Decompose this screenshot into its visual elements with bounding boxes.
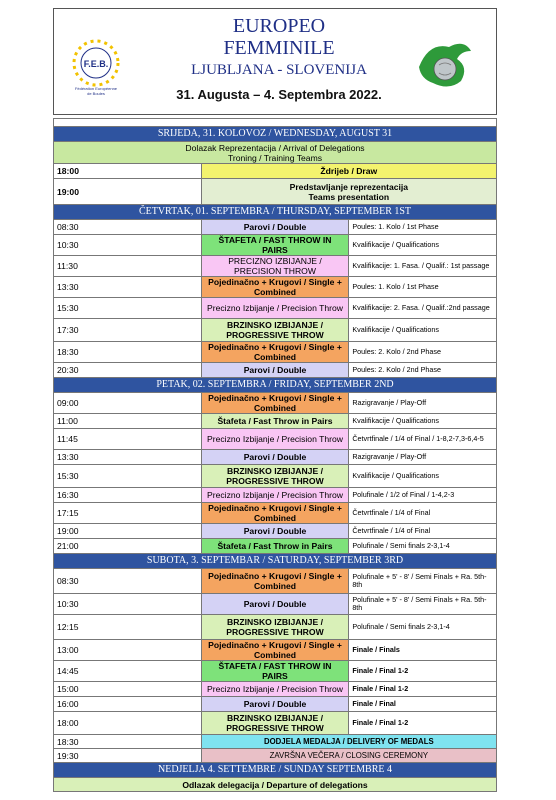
presentation-event (201, 179, 496, 205)
draw-event: Ždrijeb / Draw (201, 164, 496, 179)
title-location: LJUBLJANA - SLOVENIJA (191, 62, 367, 78)
time-cell: 08:30 (54, 220, 202, 235)
medals-event: DODJELA MEDALJA / DELIVERY OF MEDALS (201, 735, 496, 749)
time-cell: 15:00 (54, 682, 202, 697)
title-line-2: FEMMINILE (223, 37, 335, 59)
event-cell: ŠTAFETA / FAST THROW IN PAIRS (201, 235, 349, 256)
thu-schedule-row (54, 342, 497, 363)
event-cell: BRZINSKO IZBIJANJE / PROGRESSIVE THROW (201, 712, 349, 735)
event-cell: Pojedinačno + Krugovi / Single + Combined (201, 393, 349, 414)
day-header-saturday: SUBOTA, 3. SEPTEMBAR / SATURDAY, SEPTEMBER 3RD (54, 554, 497, 569)
sat-schedule-row (54, 615, 497, 640)
event-cell: ŠTAFETA / FAST THROW IN PAIRS (201, 661, 349, 682)
fri-schedule-row (54, 414, 497, 429)
time-cell: 18:00 (54, 712, 202, 735)
event-cell: Štafeta / Fast Throw in Pairs (201, 539, 349, 554)
svg-text:Fédération Européenne: Fédération Européenne (74, 86, 118, 91)
phase-cell: Poules: 2. Kolo / 2nd Phase (349, 363, 497, 378)
phase-cell: Kvalifikacije / Qualifications (349, 465, 497, 488)
phase-cell: Poules: 2. Kolo / 2nd Phase (349, 342, 497, 363)
event-cell: Parovi / Double (201, 450, 349, 465)
sat-schedule-row (54, 712, 497, 735)
departure-event: Odlazak delegacija / Departure of delegations (54, 778, 497, 792)
header-box (53, 8, 497, 115)
phase-cell: Kvalifikacije: 1. Fasa. / Qualif.: 1st passage (349, 256, 497, 277)
event-cell: BRZINSKO IZBIJANJE / PROGRESSIVE THROW (201, 615, 349, 640)
wed-arrival (54, 142, 497, 164)
presentation-text-1: Predstavljanje reprezentacija (289, 181, 409, 192)
fri-schedule-row (54, 450, 497, 465)
fri-schedule-row (54, 503, 497, 524)
event-cell: Pojedinačno + Krugovi / Single + Combined (201, 277, 349, 298)
fri-schedule-row (54, 524, 497, 539)
arrival-text: Dolazak Reprezentacija / Arrival of Delegations (185, 142, 365, 153)
phase-cell: Četvrtfinale / 1/4 of Final (349, 503, 497, 524)
time-cell: 12:15 (54, 615, 202, 640)
thu-schedule-row (54, 319, 497, 342)
sat-schedule-row (54, 569, 497, 594)
event-cell: BRZINSKO IZBIJANJE / PROGRESSIVE THROW (201, 465, 349, 488)
time-cell: 10:30 (54, 594, 202, 615)
sat-schedule-row (54, 594, 497, 615)
phase-cell: Četvrtfinale / 1/4 of Final / 1-8,2-7,3-6,4-5 (349, 429, 497, 450)
phase-cell: Polufinale / Semi finals 2-3,1-4 (349, 615, 497, 640)
event-cell: Pojedinačno + Krugovi / Single + Combined (201, 640, 349, 661)
event-cell: Štafeta / Fast Throw in Pairs (201, 414, 349, 429)
sat-schedule-row (54, 640, 497, 661)
event-cell: Precizno Izbijanje / Precision Throw (201, 298, 349, 319)
phase-cell: Poules: 1. Kolo / 1st Phase (349, 277, 497, 298)
thu-schedule-row (54, 235, 497, 256)
thu-schedule-row (54, 256, 497, 277)
feb-logo (66, 37, 126, 97)
time-cell: 15:30 (54, 298, 202, 319)
time-cell: 13:30 (54, 277, 202, 298)
svg-text:F.E.B.: F.E.B. (83, 59, 109, 69)
day-header-wednesday: SRIJEDA, 31. KOLOVOZ / WEDNESDAY, AUGUST 31 (54, 127, 497, 142)
title-line-1: EUROPEO (232, 15, 326, 37)
phase-cell: Razigravanje / Play-Off (349, 393, 497, 414)
time-cell: 19:00 (54, 179, 202, 205)
schedule-table (53, 118, 497, 792)
fri-schedule-row (54, 539, 497, 554)
time-cell: 11:30 (54, 256, 202, 277)
fri-schedule-row (54, 488, 497, 503)
thu-schedule-row (54, 363, 497, 378)
time-cell: 09:00 (54, 393, 202, 414)
phase-cell: Kvalifikacije: 2. Fasa. / Qualif.:2nd passage (349, 298, 497, 319)
time-cell: 15:30 (54, 465, 202, 488)
time-cell: 16:30 (54, 488, 202, 503)
closing-ceremony-event: ZAVRŠNA VEČERA / CLOSING CEREMONY (201, 749, 496, 763)
time-cell: 13:30 (54, 450, 202, 465)
time-cell: 18:30 (54, 735, 202, 749)
event-cell: Precizno Izbijanje / Precision Throw (201, 682, 349, 697)
event-cell: Parovi / Double (201, 363, 349, 378)
fri-schedule-row (54, 429, 497, 450)
time-cell: 11:45 (54, 429, 202, 450)
phase-cell: Kvalifikacije / Qualifications (349, 414, 497, 429)
saturday-rows (54, 569, 497, 735)
phase-cell: Finale / Finals (349, 640, 497, 661)
event-cell: Parovi / Double (201, 594, 349, 615)
thursday-rows (54, 220, 497, 378)
time-cell: 13:00 (54, 640, 202, 661)
phase-cell: Četvrtfinale / 1/4 of Final (349, 524, 497, 539)
thu-schedule-row (54, 277, 497, 298)
training-text: Troning / Training Teams (227, 152, 323, 163)
time-cell: 08:30 (54, 569, 202, 594)
event-cell: Precizno Izbijanje / Precision Throw (201, 488, 349, 503)
time-cell: 17:15 (54, 503, 202, 524)
day-header-thursday: ČETVRTAK, 01. SEPTEMBRA / THURSDAY, SEPTEMBER 1ST (54, 205, 497, 220)
phase-cell: Finale / Final 1-2 (349, 661, 497, 682)
time-cell: 17:30 (54, 319, 202, 342)
sat-schedule-row (54, 682, 497, 697)
time-cell: 16:00 (54, 697, 202, 712)
fri-schedule-row (54, 393, 497, 414)
day-header-sunday: NEDJELJA 4. SETTEMBRE / SUNDAY SEPTEMBRE 4 (54, 763, 497, 778)
thu-schedule-row (54, 220, 497, 235)
phase-cell: Kvalifikacije / Qualifications (349, 319, 497, 342)
event-cell: Precizno Izbijanje / Precision Throw (201, 429, 349, 450)
event-cell: PRECIZNO IZBIJANJE / PRECISION THROW (201, 256, 349, 277)
event-cell: Pojedinačno + Krugovi / Single + Combined (201, 342, 349, 363)
phase-cell: Polufinale + 5' - 8' / Semi Finals + Ra. 5th- 8th (349, 569, 497, 594)
day-header-friday: PETAK, 02. SEPTEMBRA / FRIDAY, SEPTEMBER 2ND (54, 378, 497, 393)
phase-cell: Finale / Final 1-2 (349, 712, 497, 735)
thu-schedule-row (54, 298, 497, 319)
presentation-text-2: Teams presentation (308, 191, 390, 202)
dragon-logo (409, 37, 479, 92)
phase-cell: Finale / Final (349, 697, 497, 712)
phase-cell: Kvalifikacije / Qualifications (349, 235, 497, 256)
time-cell: 18:30 (54, 342, 202, 363)
event-cell: Parovi / Double (201, 524, 349, 539)
time-cell: 19:00 (54, 524, 202, 539)
friday-rows (54, 393, 497, 554)
event-cell: BRZINSKO IZBIJANJE / PROGRESSIVE THROW (201, 319, 349, 342)
phase-cell: Polufinale + 5' - 8' / Semi Finals + Ra. 5th- 8th (349, 594, 497, 615)
time-cell: 14:45 (54, 661, 202, 682)
phase-cell: Poules: 1. Kolo / 1st Phase (349, 220, 497, 235)
time-cell: 20:30 (54, 363, 202, 378)
sat-schedule-row (54, 661, 497, 682)
time-cell: 19:30 (54, 749, 202, 763)
time-cell: 21:00 (54, 539, 202, 554)
phase-cell: Finale / Final 1-2 (349, 682, 497, 697)
phase-cell: Razigravanje / Play-Off (349, 450, 497, 465)
svg-text:de Boules: de Boules (87, 91, 105, 96)
event-cell: Pojedinačno + Krugovi / Single + Combined (201, 503, 349, 524)
time-cell: 11:00 (54, 414, 202, 429)
phase-cell: Polufinale / Semi finals 2-3,1-4 (349, 539, 497, 554)
sat-schedule-row (54, 697, 497, 712)
time-cell: 18:00 (54, 164, 202, 179)
phase-cell: Polufinale / 1/2 of Final / 1-4,2-3 (349, 488, 497, 503)
event-cell: Pojedinačno + Krugovi / Single + Combined (201, 569, 349, 594)
title-dates: 31. Augusta – 4. Septembra 2022. (176, 87, 382, 102)
event-cell: Parovi / Double (201, 697, 349, 712)
event-cell: Parovi / Double (201, 220, 349, 235)
fri-schedule-row (54, 465, 497, 488)
time-cell: 10:30 (54, 235, 202, 256)
